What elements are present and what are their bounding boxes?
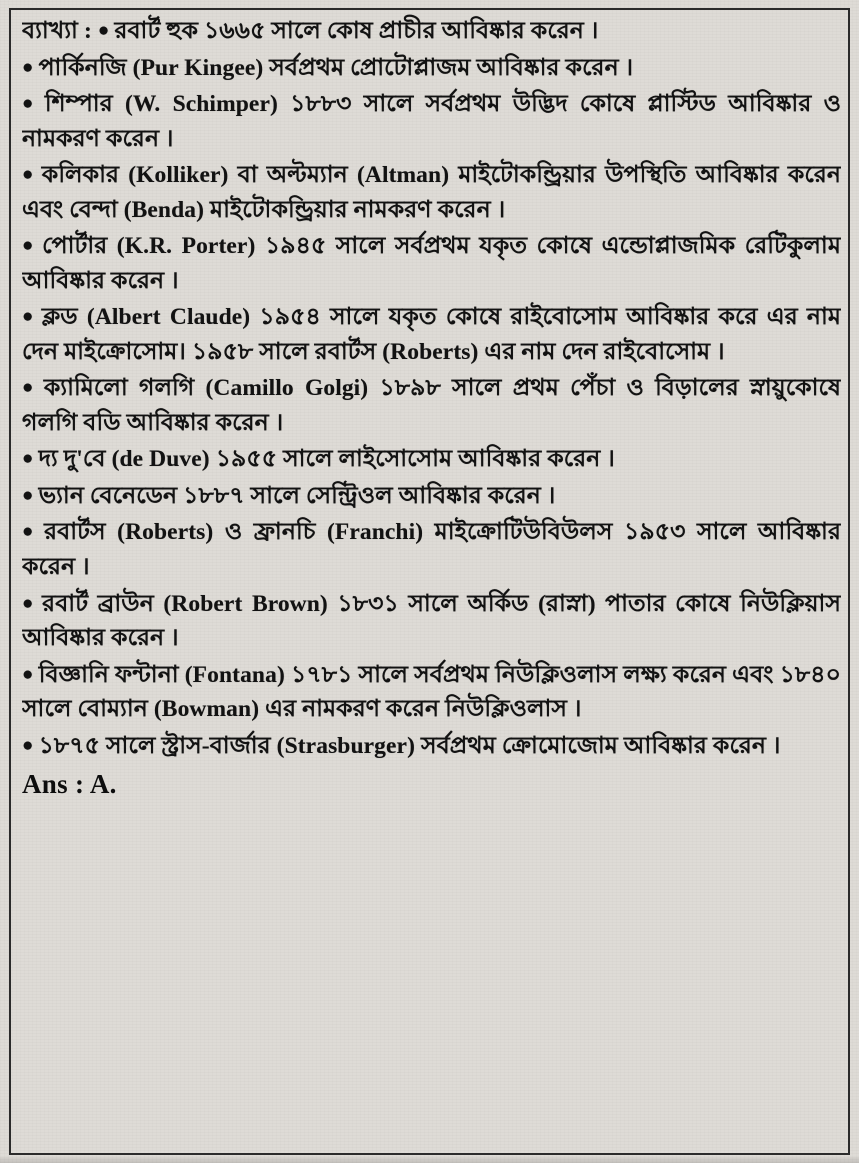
list-item-text: ভ্যান বেনেডেন ১৮৮৭ সালে সেন্ট্রিওল আবিষ্কার করেন । [38, 482, 556, 509]
list-item-text: রবার্ট ব্রাউন (Robert Brown) ১৮৩১ সালে অর্কিড (রাস্না) পাতার কোষে নিউক্লিয়াস আবিষ্কার করেন । [22, 590, 841, 652]
list-item [22, 515, 841, 584]
bullet-icon: ● [22, 164, 37, 186]
list-item-text: শিম্পার (W. Schimper) ১৮৮৩ সালে সর্বপ্রথম উদ্ভিদ কোষে প্লাস্টিড আবিষ্কার ও নামকরণ করেন । [22, 91, 841, 152]
list-item-text: রবার্টস (Roberts) ও ফ্রানচি (Franchi) মাইক্রোটিউবিউলস ১৯৫৩ সালে আবিষ্কার করেন । [22, 519, 841, 580]
explanation-intro-line [22, 14, 841, 49]
bullet-icon: ● [22, 592, 38, 614]
bullet-icon: ● [22, 663, 34, 685]
list-item-text: ক্যামিলো গলগি (Camillo Golgi) ১৮৯৮ সালে প্রথম পেঁচা ও বিড়ালের স্নায়ুকোষে গলগি বডি আবিষ্কার করেন । [22, 375, 841, 436]
list-item [22, 229, 841, 298]
list-item [22, 587, 841, 656]
list-item-text: পার্কিনজি (Pur Kingee) সর্বপ্রথম প্রোটোপ্লাজম আবিষ্কার করেন । [38, 54, 634, 81]
list-item-text: ক্লড (Albert Claude) ১৯৫৪ সালে যকৃত কোষে রাইবোসোম আবিষ্কার করে এর নাম দেন মাইক্রোসোম। ১৯৫৮ সালে রবার্টস (Roberts) এর নাম দেন রাইবোসোম । [22, 304, 841, 365]
explanation-label: ব্যাখ্যা : [22, 18, 98, 44]
bullet-icon: ● [22, 306, 37, 328]
list-item [22, 442, 841, 477]
list-item-text: পোর্টার (K.R. Porter) ১৯৪৫ সালে সর্বপ্রথম যকৃত কোষে এন্ডোপ্লাজমিক রেটিকুলাম আবিষ্কার করেন । [22, 233, 841, 294]
bullet-icon: ● [22, 93, 40, 115]
bullet-icon: ● [22, 521, 40, 543]
bullet-icon: ● [22, 448, 34, 470]
bullet-icon: ● [22, 56, 34, 78]
page-bottom-shadow [0, 1157, 859, 1163]
list-item [22, 158, 841, 227]
list-item-text: দ্য দু'বে (de Duve) ১৯৫৫ সালে লাইসোসোম আবিষ্কার করেন । [38, 446, 615, 473]
bullet-icon: ● [97, 20, 110, 41]
list-item [22, 479, 841, 514]
list-item [22, 87, 841, 156]
list-item [22, 658, 841, 727]
bullet-icon: ● [22, 235, 38, 257]
list-item [22, 51, 841, 86]
list-item [22, 729, 841, 764]
explanation-intro-text: রবার্ট হুক ১৬৬৫ সালে কোষ প্রাচীর আবিষ্কার করেন । [114, 18, 599, 44]
bullet-icon: ● [22, 377, 39, 399]
list-item-text: ১৮৭৫ সালে স্ট্রাস-বার্জার (Strasburger) সর্বপ্রথম ক্রোমোজোম আবিষ্কার করেন । [38, 732, 781, 759]
explanation-content [22, 14, 841, 1153]
list-item-text: কলিকার (Kolliker) বা অল্টম্যান (Altman) মাইটোকন্ড্রিয়ার উপস্থিতি আবিষ্কার করেন এবং বেন্দা (Benda) মাইটোকন্ড্রিয়ার নামকরণ করেন । [22, 162, 841, 223]
bullet-icon: ● [22, 484, 34, 506]
list-item-text: বিজ্ঞানি ফন্টানা (Fontana) ১৭৮১ সালে সর্বপ্রথম নিউক্লিওলাস লক্ষ্য করেন এবং ১৮৪০ সালে বোম্যান (Bowman) এর নামকরণ করেন নিউক্লিওলাস । [22, 661, 841, 723]
list-item [22, 371, 841, 440]
list-item [22, 300, 841, 369]
bullet-icon: ● [22, 734, 34, 756]
answer-line: Ans : A. [22, 769, 117, 800]
